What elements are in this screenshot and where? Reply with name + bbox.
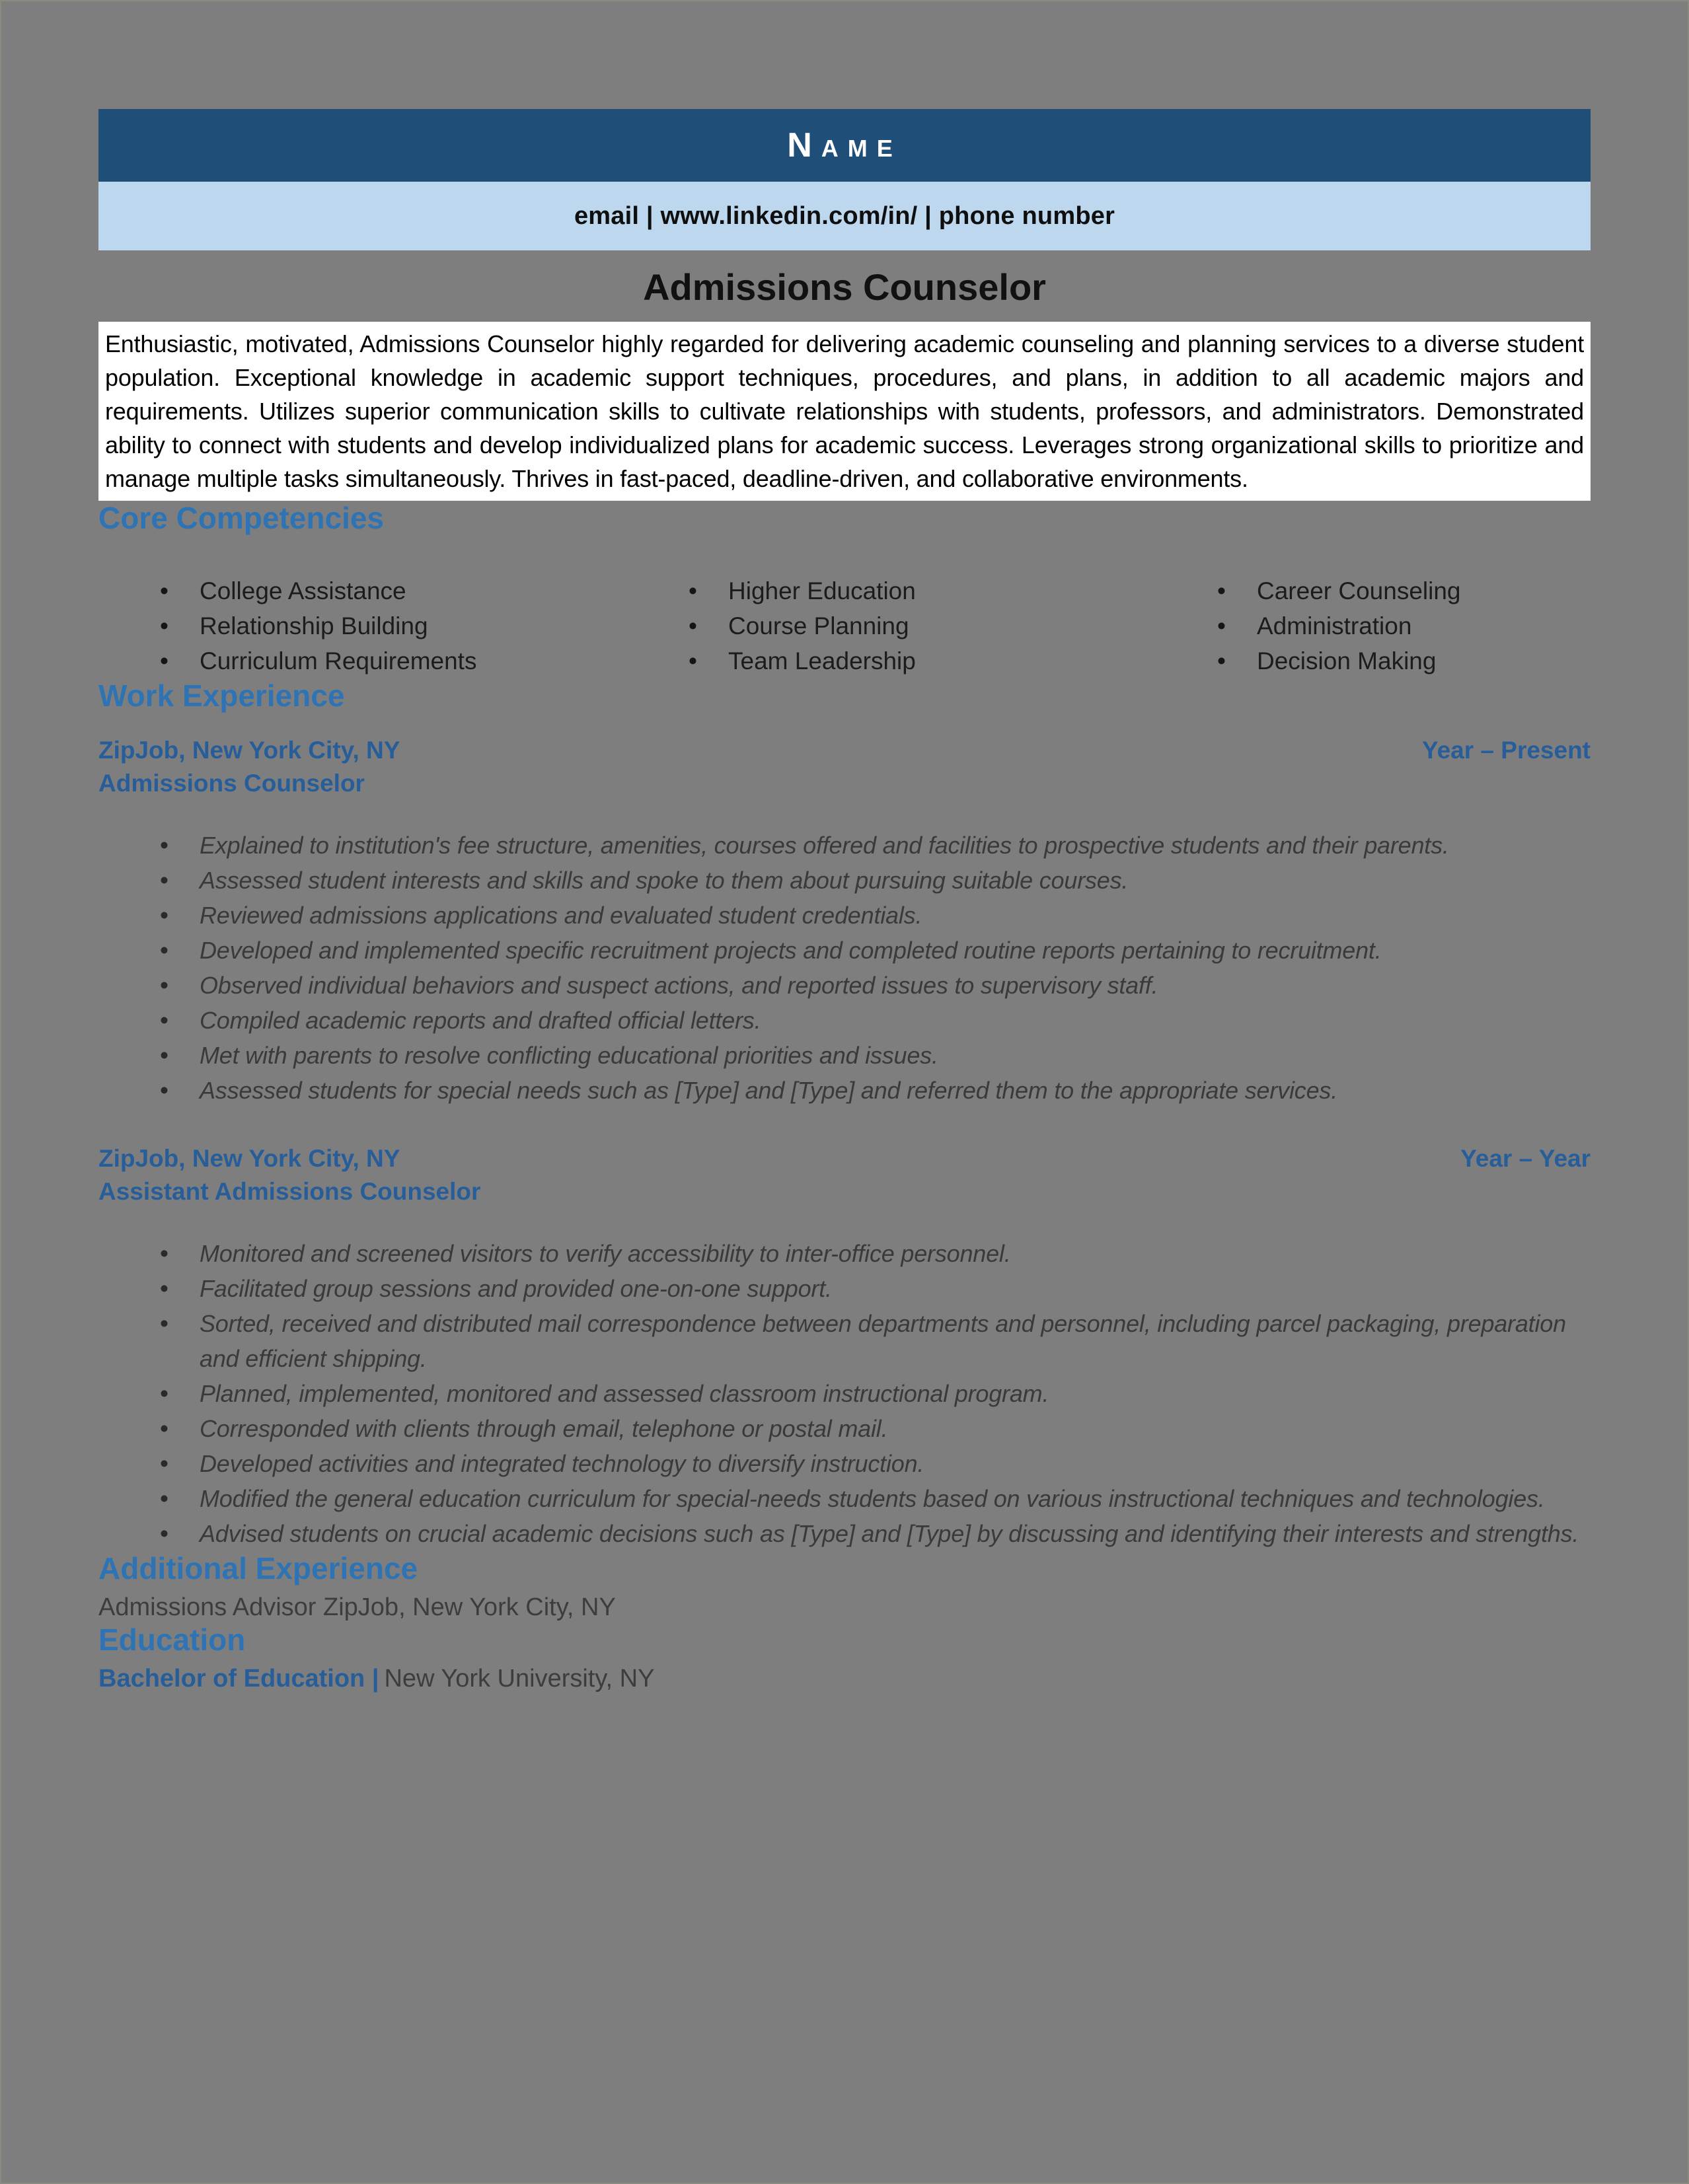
competency-item: • College Assistance <box>98 573 627 608</box>
contact-line: email | www.linkedin.com/in/ | phone number <box>574 201 1115 230</box>
job-bullet: • Compiled academic reports and drafted official letters. <box>98 1003 1591 1038</box>
candidate-name: Name <box>787 126 902 164</box>
summary-paragraph: Enthusiastic, motivated, Admissions Counselor highly regarded for delivering academic counseling and planning services to a diverse student population. Exceptional knowledge in academic support techniques, procedures, and plans, in addition to all academic majors and requirements. Utilizes superior communication skills to cultivate relationships with students, professors, and administrators. Demonstrated ability to connect with students and develop individualized plans for academic success. Leverages strong organizational skills to prioritize and manage multiple tasks simultaneously. Thrives in fast-paced, deadline-driven, and collaborative environments. <box>98 322 1591 501</box>
job-bullet: • Facilitated group sessions and provided one-on-one support. <box>98 1271 1591 1306</box>
resume-content <box>98 1 1591 1694</box>
competency-item: • Administration <box>1156 608 1591 643</box>
job-role: Assistant Admissions Counselor <box>98 1178 481 1205</box>
additional-experience-entry: Admissions Advisor ZipJob, New York City, NY <box>98 1593 616 1621</box>
contact-banner <box>98 182 1591 250</box>
education-school: New York University, NY <box>384 1665 655 1693</box>
job-bullet: • Assessed students for special needs such as [Type] and [Type] and referred them to the appropriate services. <box>98 1073 1591 1108</box>
competencies-column-2 <box>627 573 1156 678</box>
competency-item: • Relationship Building <box>98 608 627 643</box>
job-bullet: • Assessed student interests and skills and spoke to them about pursuing suitable courses. <box>98 863 1591 898</box>
job-company-role <box>98 1142 480 1208</box>
job-dates: Year – Present <box>1421 737 1591 764</box>
job-bullet: • Developed and implemented specific recruitment projects and completed routine reports pertaining to recruitment. <box>98 933 1591 968</box>
competency-item: • Higher Education <box>627 573 1156 608</box>
job-bullet: • Reviewed admissions applications and evaluated student credentials. <box>98 898 1591 933</box>
job-bullet: • Sorted, received and distributed mail correspondence between departments and personnel, including parcel packaging, preparation and efficient shipping. <box>98 1306 1591 1376</box>
job-bullet: • Observed individual behaviors and suspect actions, and reported issues to supervisory staff. <box>98 968 1591 1003</box>
section-heading-additional-experience: Additional Experience <box>98 1551 418 1585</box>
job-bullet-list-1 <box>98 828 1591 1108</box>
competency-item: • Course Planning <box>627 608 1156 643</box>
competency-item: • Decision Making <box>1156 643 1591 678</box>
job-bullet: • Met with parents to resolve conflicting educational priorities and issues. <box>98 1038 1591 1073</box>
job-bullet: • Planned, implemented, monitored and assessed classroom instructional program. <box>98 1376 1591 1411</box>
job-bullet: • Explained to institution's fee structure, amenities, courses offered and facilities to prospective students and their parents. <box>98 828 1591 863</box>
job-header-2 <box>98 1142 1591 1208</box>
job-header-1 <box>98 734 1591 800</box>
competency-item: • Team Leadership <box>627 643 1156 678</box>
job-company-role <box>98 734 400 800</box>
education-entry <box>98 1663 1591 1694</box>
job-company: ZipJob, New York City, NY <box>98 737 400 764</box>
competencies-column-1 <box>98 573 627 678</box>
competencies-columns <box>98 573 1591 678</box>
section-heading-work-experience: Work Experience <box>98 678 345 713</box>
job-company: ZipJob, New York City, NY <box>98 1145 400 1172</box>
job-role: Admissions Counselor <box>98 770 365 797</box>
job-bullet: • Developed activities and integrated technology to diversify instruction. <box>98 1446 1591 1481</box>
education-degree: Bachelor of Education | <box>98 1665 379 1693</box>
section-heading-core-competencies: Core Competencies <box>98 501 385 535</box>
section-heading-education: Education <box>98 1622 246 1657</box>
competency-item: • Career Counseling <box>1156 573 1591 608</box>
job-bullet-list-2 <box>98 1236 1591 1551</box>
job-bullet: • Advised students on crucial academic decisions such as [Type] and [Type] by discussing and identifying their interests and strengths. <box>98 1516 1591 1551</box>
job-bullet: • Corresponded with clients through email, telephone or postal mail. <box>98 1411 1591 1446</box>
resume-title: Admissions Counselor <box>643 266 1046 308</box>
job-bullet: • Modified the general education curriculum for special-needs students based on various instructional techniques and technologies. <box>98 1481 1591 1516</box>
name-banner <box>98 109 1591 182</box>
competencies-column-3 <box>1156 573 1591 678</box>
job-dates: Year – Year <box>1460 1145 1591 1172</box>
job-bullet: • Monitored and screened visitors to verify accessibility to inter-office personnel. <box>98 1236 1591 1271</box>
competency-item: • Curriculum Requirements <box>98 643 627 678</box>
